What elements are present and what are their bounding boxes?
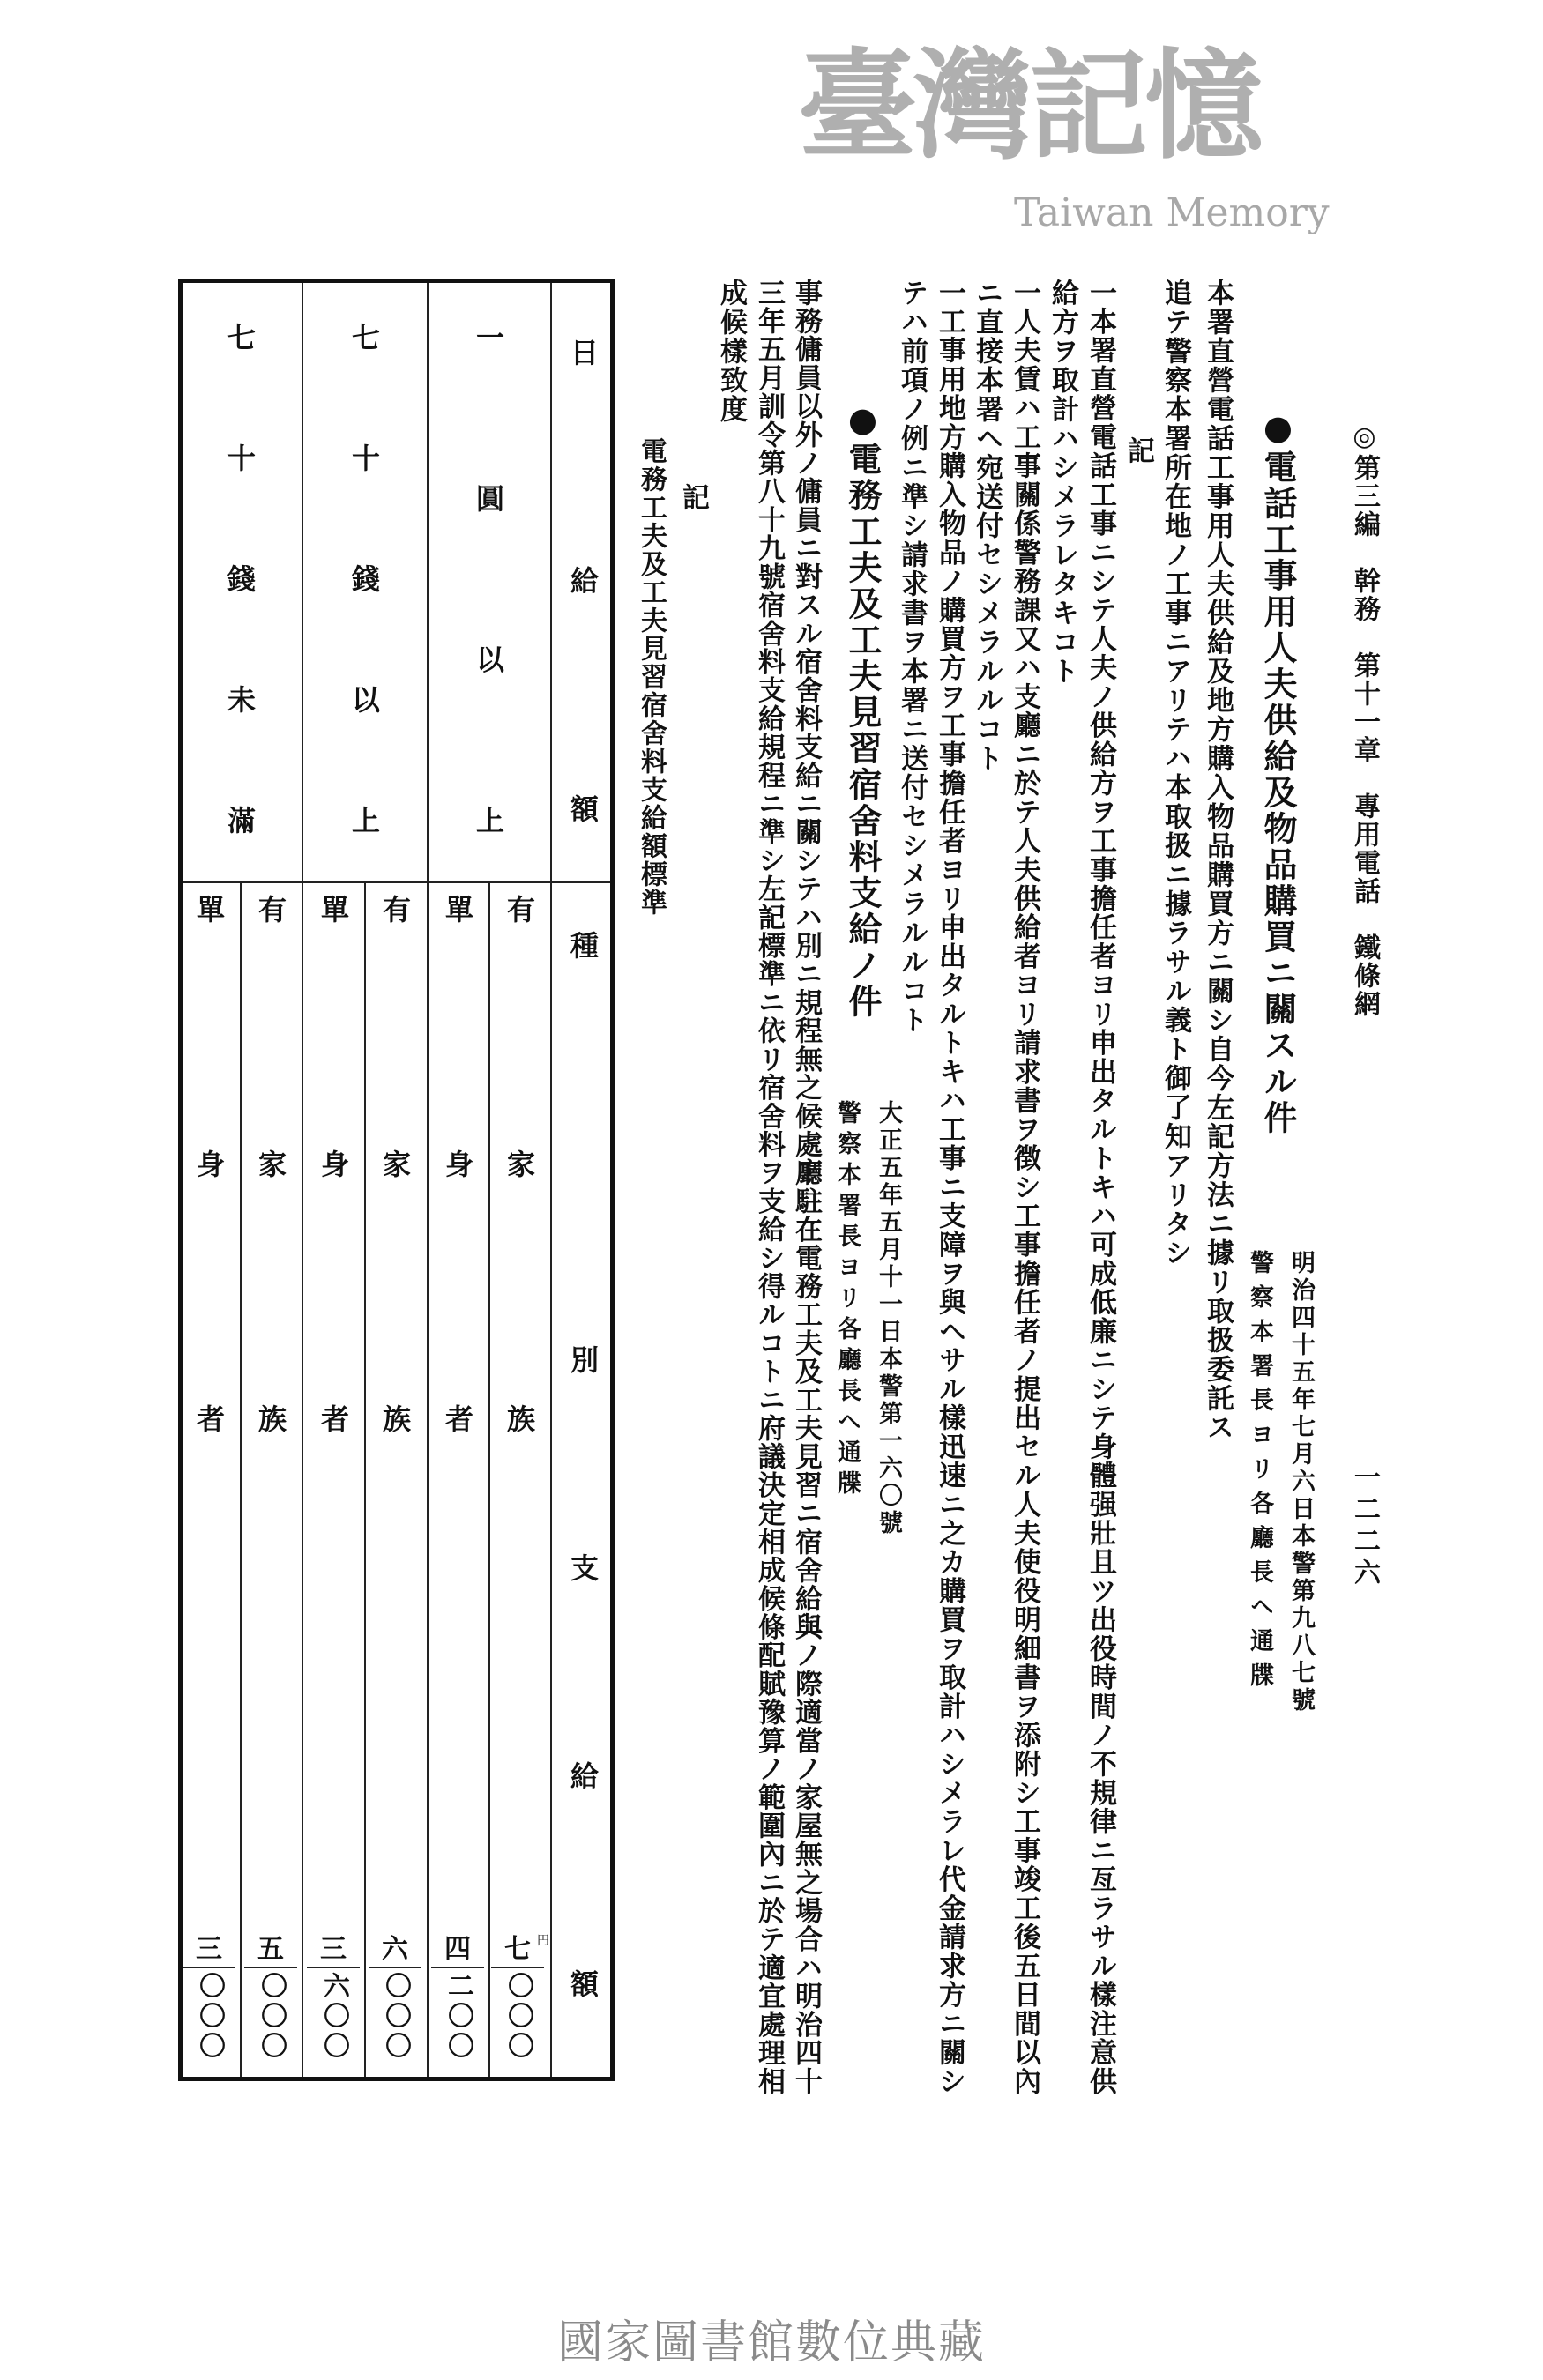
amount-fraction: 六〇〇 [318, 1972, 349, 2062]
amount-fraction: 二〇〇 [443, 1972, 473, 2062]
amount-fraction: 〇〇〇 [194, 1972, 225, 2062]
allowance-type: 有家族 [254, 895, 287, 1432]
wage-category: 一圓以上 [472, 323, 505, 834]
amount-fraction: 〇〇〇 [503, 1972, 533, 2062]
section2-title: ●電務工夫及工夫見習宿舍料支給ノ件 [843, 399, 883, 1020]
amount-yen: 七 [504, 1934, 531, 1965]
section1-issuer: 警察本署長ヨリ各廳長ヘ通牒 [1246, 1250, 1273, 1697]
taiwan-memory-watermark-subtext: Taiwan Memory [1014, 190, 1330, 235]
amount-value [314, 1933, 353, 2062]
taiwan-memory-watermark-logo: 臺灣記憶 [798, 35, 1260, 175]
amount-value [498, 1933, 549, 2062]
wage-category: 七十錢以上 [347, 323, 381, 834]
header-daily-wage: 日給額 [566, 338, 600, 822]
section1-item-line: ニ直接本署ヘ宛送付セシメラルルコト [971, 279, 1003, 773]
amount-fraction: 〇〇〇 [256, 1972, 287, 2062]
wage-category: 七十錢未滿 [223, 323, 257, 834]
allowance-type: 有家族 [378, 895, 412, 1432]
table-title: 電務工夫及工夫見習宿舍料支給額標準 [636, 437, 667, 917]
amount-rule [431, 1967, 484, 1968]
amount-yen: 三 [320, 1934, 347, 1965]
allowance-type: 單身者 [192, 895, 226, 1432]
library-footer: 國家圖書館數位典藏 [556, 2317, 986, 2369]
amount-fraction: 〇〇〇 [380, 1972, 411, 2062]
section2-issuer: 警察本署長ヨリ各廳長ヘ通牒 [833, 1100, 861, 1501]
table-divider [240, 883, 242, 2077]
section1-paragraph-line: 本署直營電話工事用人夫供給及地方購入物品購買方ニ關シ自今左記方法ニ據リ取扱委託ス [1202, 279, 1234, 1442]
allowance-type: 單身者 [441, 895, 474, 1432]
section1-date: 明治四十五年七月六日本警第九八七號 [1287, 1250, 1315, 1714]
yen-unit: 円 [537, 1934, 549, 1948]
header-type: 種 [566, 931, 600, 959]
section1-item-line: 一工事用地方購入物品ノ購買方ヲ工事擔任者ヨリ申出タルトキハ工事ニ支障ヲ與ヘサル樣迅速ニ之カ購買ヲ取計ハシメラレ代金請求方ニ關シ [934, 279, 965, 2095]
allowance-type: 單身者 [317, 895, 350, 1432]
running-header: ◎第三編 幹務 第十一章 專用電話 鐵條網 [1349, 421, 1380, 1018]
table-divider [488, 883, 490, 2077]
section2-paragraph-line: 三年五月訓令第八十九號宿舍料支給規程ニ準シ左記標準ニ依リ宿舍料ヲ支給シ得ルコトニ府議決定相成候條配賦豫算ノ範圍內ニ於テ適宜處理相 [753, 279, 785, 2094]
section2-date: 大正五年五月十一日本警第一六〇號 [875, 1100, 902, 1537]
table-divider [427, 283, 429, 2077]
section1-ki-heading: 記 [1122, 436, 1154, 465]
section2-paragraph-line: 事務傭員以外ノ傭員ニ對スル宿舍料支給ニ關シテハ別ニ規程無之候處廳駐在電務工夫及工夫見習ニ宿舍給與ノ際適當ノ家屋無之場合ハ明治四十 [790, 279, 822, 2094]
amount-value [251, 1933, 290, 2062]
amount-rule [307, 1967, 360, 1968]
table-divider [550, 283, 552, 2077]
header-amount: 別支給額 [566, 1345, 600, 1997]
amount-yen: 五 [257, 1934, 284, 1965]
amount-rule [491, 1967, 544, 1968]
amount-yen: 四 [444, 1934, 471, 1965]
section1-item-line: 一本署直營電話工事ニシテ人夫ノ供給方ヲ工事擔任者ヨリ申出タルトキハ可成低廉ニシテ身體强壯且ツ出役時間ノ不規律ニ亙ラサル樣注意供 [1085, 279, 1116, 2094]
table-divider [183, 881, 610, 883]
table-divider [302, 283, 303, 2077]
section2-ki-heading: 記 [677, 483, 709, 512]
section1-item-line: 一人夫賃ハ工事關係警務課又ハ支廳ニ於テ人夫供給者ヨリ請求書ヲ徴シ工事擔任者ノ提出セル人夫使役明細書ヲ添附シ工事竣工後五日間以內 [1009, 279, 1040, 2095]
amount-yen: 三 [196, 1934, 222, 1965]
allowance-type: 有家族 [503, 895, 536, 1432]
amount-rule [244, 1967, 297, 1968]
section1-item-line: テハ前項ノ例ニ準シ請求書ヲ本署ニ送付セシメラルルコト [896, 279, 928, 1035]
section1-title: ●電話工事用人夫供給及物品購買ニ關スル件 [1258, 407, 1298, 1136]
table-divider [364, 883, 366, 2077]
allowance-table [178, 279, 615, 2081]
amount-rule [183, 1967, 235, 1968]
section2-paragraph-line: 成候樣致度 [715, 279, 747, 424]
amount-yen: 六 [382, 1934, 408, 1965]
amount-rule [369, 1967, 421, 1968]
amount-value [376, 1933, 414, 2062]
amount-value [438, 1933, 477, 2062]
page-number: 一二二六 [1349, 1463, 1380, 1590]
section1-item-line: 給方ヲ取計ハシメラレタキコト [1047, 279, 1078, 686]
amount-value [190, 1933, 228, 2062]
section1-postscript-line: 追テ警察本署所在地ノ工事ニアリテハ本取扱ニ據ラサル義ト御了知アリタシ [1159, 279, 1191, 1268]
